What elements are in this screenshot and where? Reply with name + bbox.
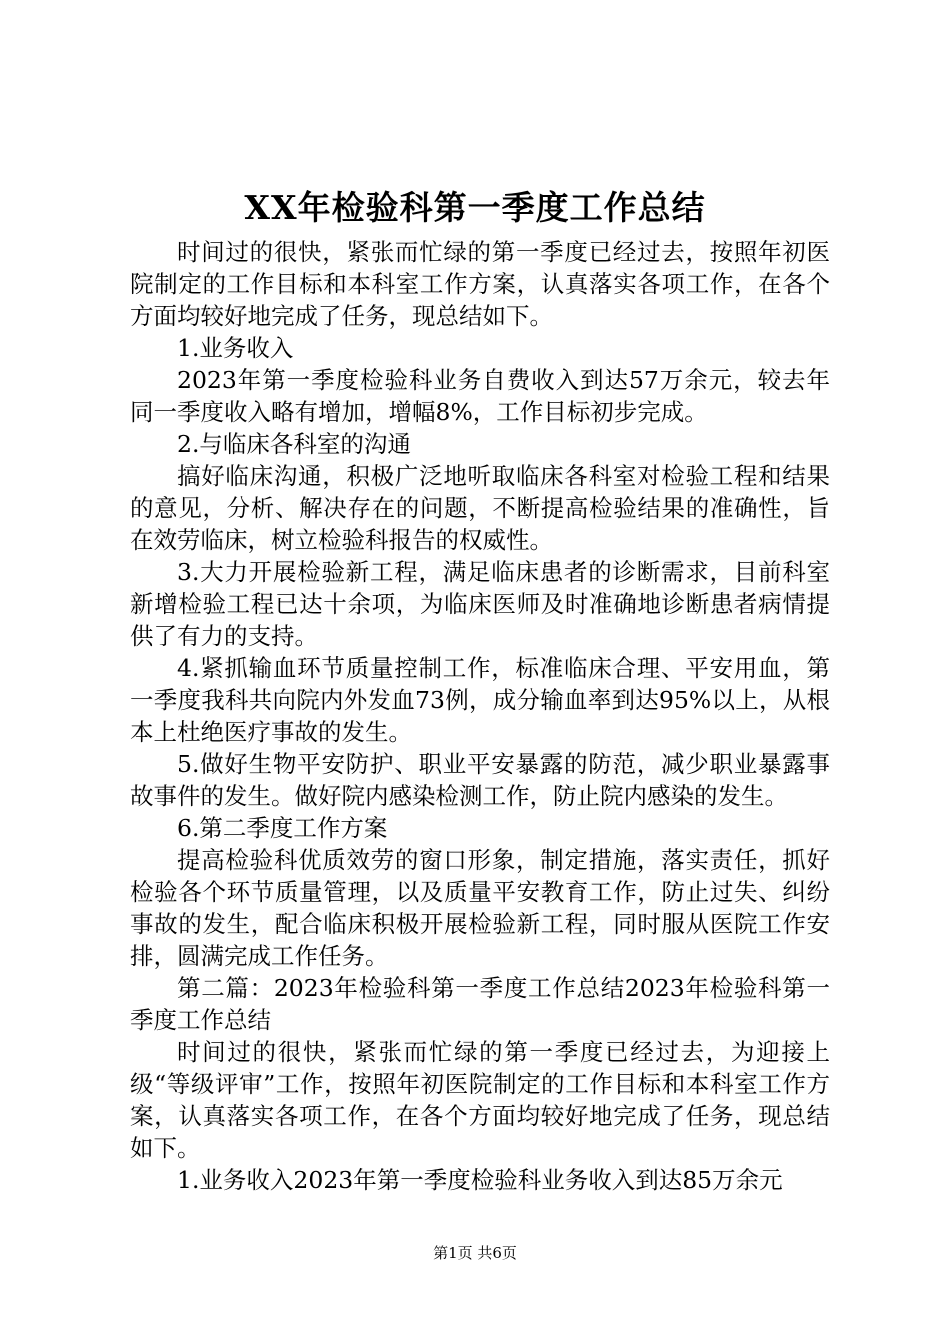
- paragraph: 2023年第一季度检验科业务自费收入到达57万余元，较去年同一季度收入略有增加，增幅8%，工作目标初步完成。: [130, 366, 830, 426]
- page-number-footer: 第1页 共6页: [433, 1244, 517, 1262]
- section-heading: 1.业务收入: [177, 334, 294, 362]
- paragraph: 时间过的很快，紧张而忙绿的第一季度已经过去，为迎接上级“等级评审”工作，按照年初医院制定的工作目标和本科室工作方案，认真落实各项工作，在各个方面均较好地完成了任务，现总结如下。: [130, 1038, 830, 1162]
- section-heading: 第二篇：2023年检验科第一季度工作总结2023年检验科第一季度工作总结: [130, 974, 830, 1034]
- paragraph: 搞好临床沟通，积极广泛地听取临床各科室对检验工程和结果的意见，分析、解决存在的问题，不断提高检验结果的准确性，旨在效劳临床，树立检验科报告的权威性。: [130, 462, 830, 554]
- document-body: [130, 236, 830, 1196]
- paragraph: 提高检验科优质效劳的窗口形象，制定措施，落实责任，抓好检验各个环节质量管理，以及质量平安教育工作，防止过失、纠纷事故的发生，配合临床积极开展检验新工程，同时服从医院工作安排，圆满完成工作任务。: [130, 846, 830, 970]
- paragraph: 3.大力开展检验新工程，满足临床患者的诊断需求，目前科室新增检验工程已达十余项，为临床医师及时准确地诊断患者病情提供了有力的支持。: [130, 558, 830, 650]
- section-heading: 2.与临床各科室的沟通: [177, 430, 411, 458]
- paragraph: 5.做好生物平安防护、职业平安暴露的防范，减少职业暴露事故事件的发生。做好院内感染检测工作，防止院内感染的发生。: [130, 750, 830, 810]
- paragraph: 1.业务收入2023年第一季度检验科业务收入到达85万余元: [177, 1166, 783, 1194]
- document-title: XX年检验科第一季度工作总结: [244, 188, 706, 227]
- section-heading: 6.第二季度工作方案: [177, 814, 388, 842]
- paragraph: 4.紧抓输血环节质量控制工作，标准临床合理、平安用血，第一季度我科共向院内外发血73例，成分输血率到达95%以上，从根本上杜绝医疗事故的发生。: [130, 654, 830, 746]
- paragraph: 时间过的很快，紧张而忙绿的第一季度已经过去，按照年初医院制定的工作目标和本科室工作方案，认真落实各项工作，在各个方面均较好地完成了任务，现总结如下。: [130, 238, 830, 330]
